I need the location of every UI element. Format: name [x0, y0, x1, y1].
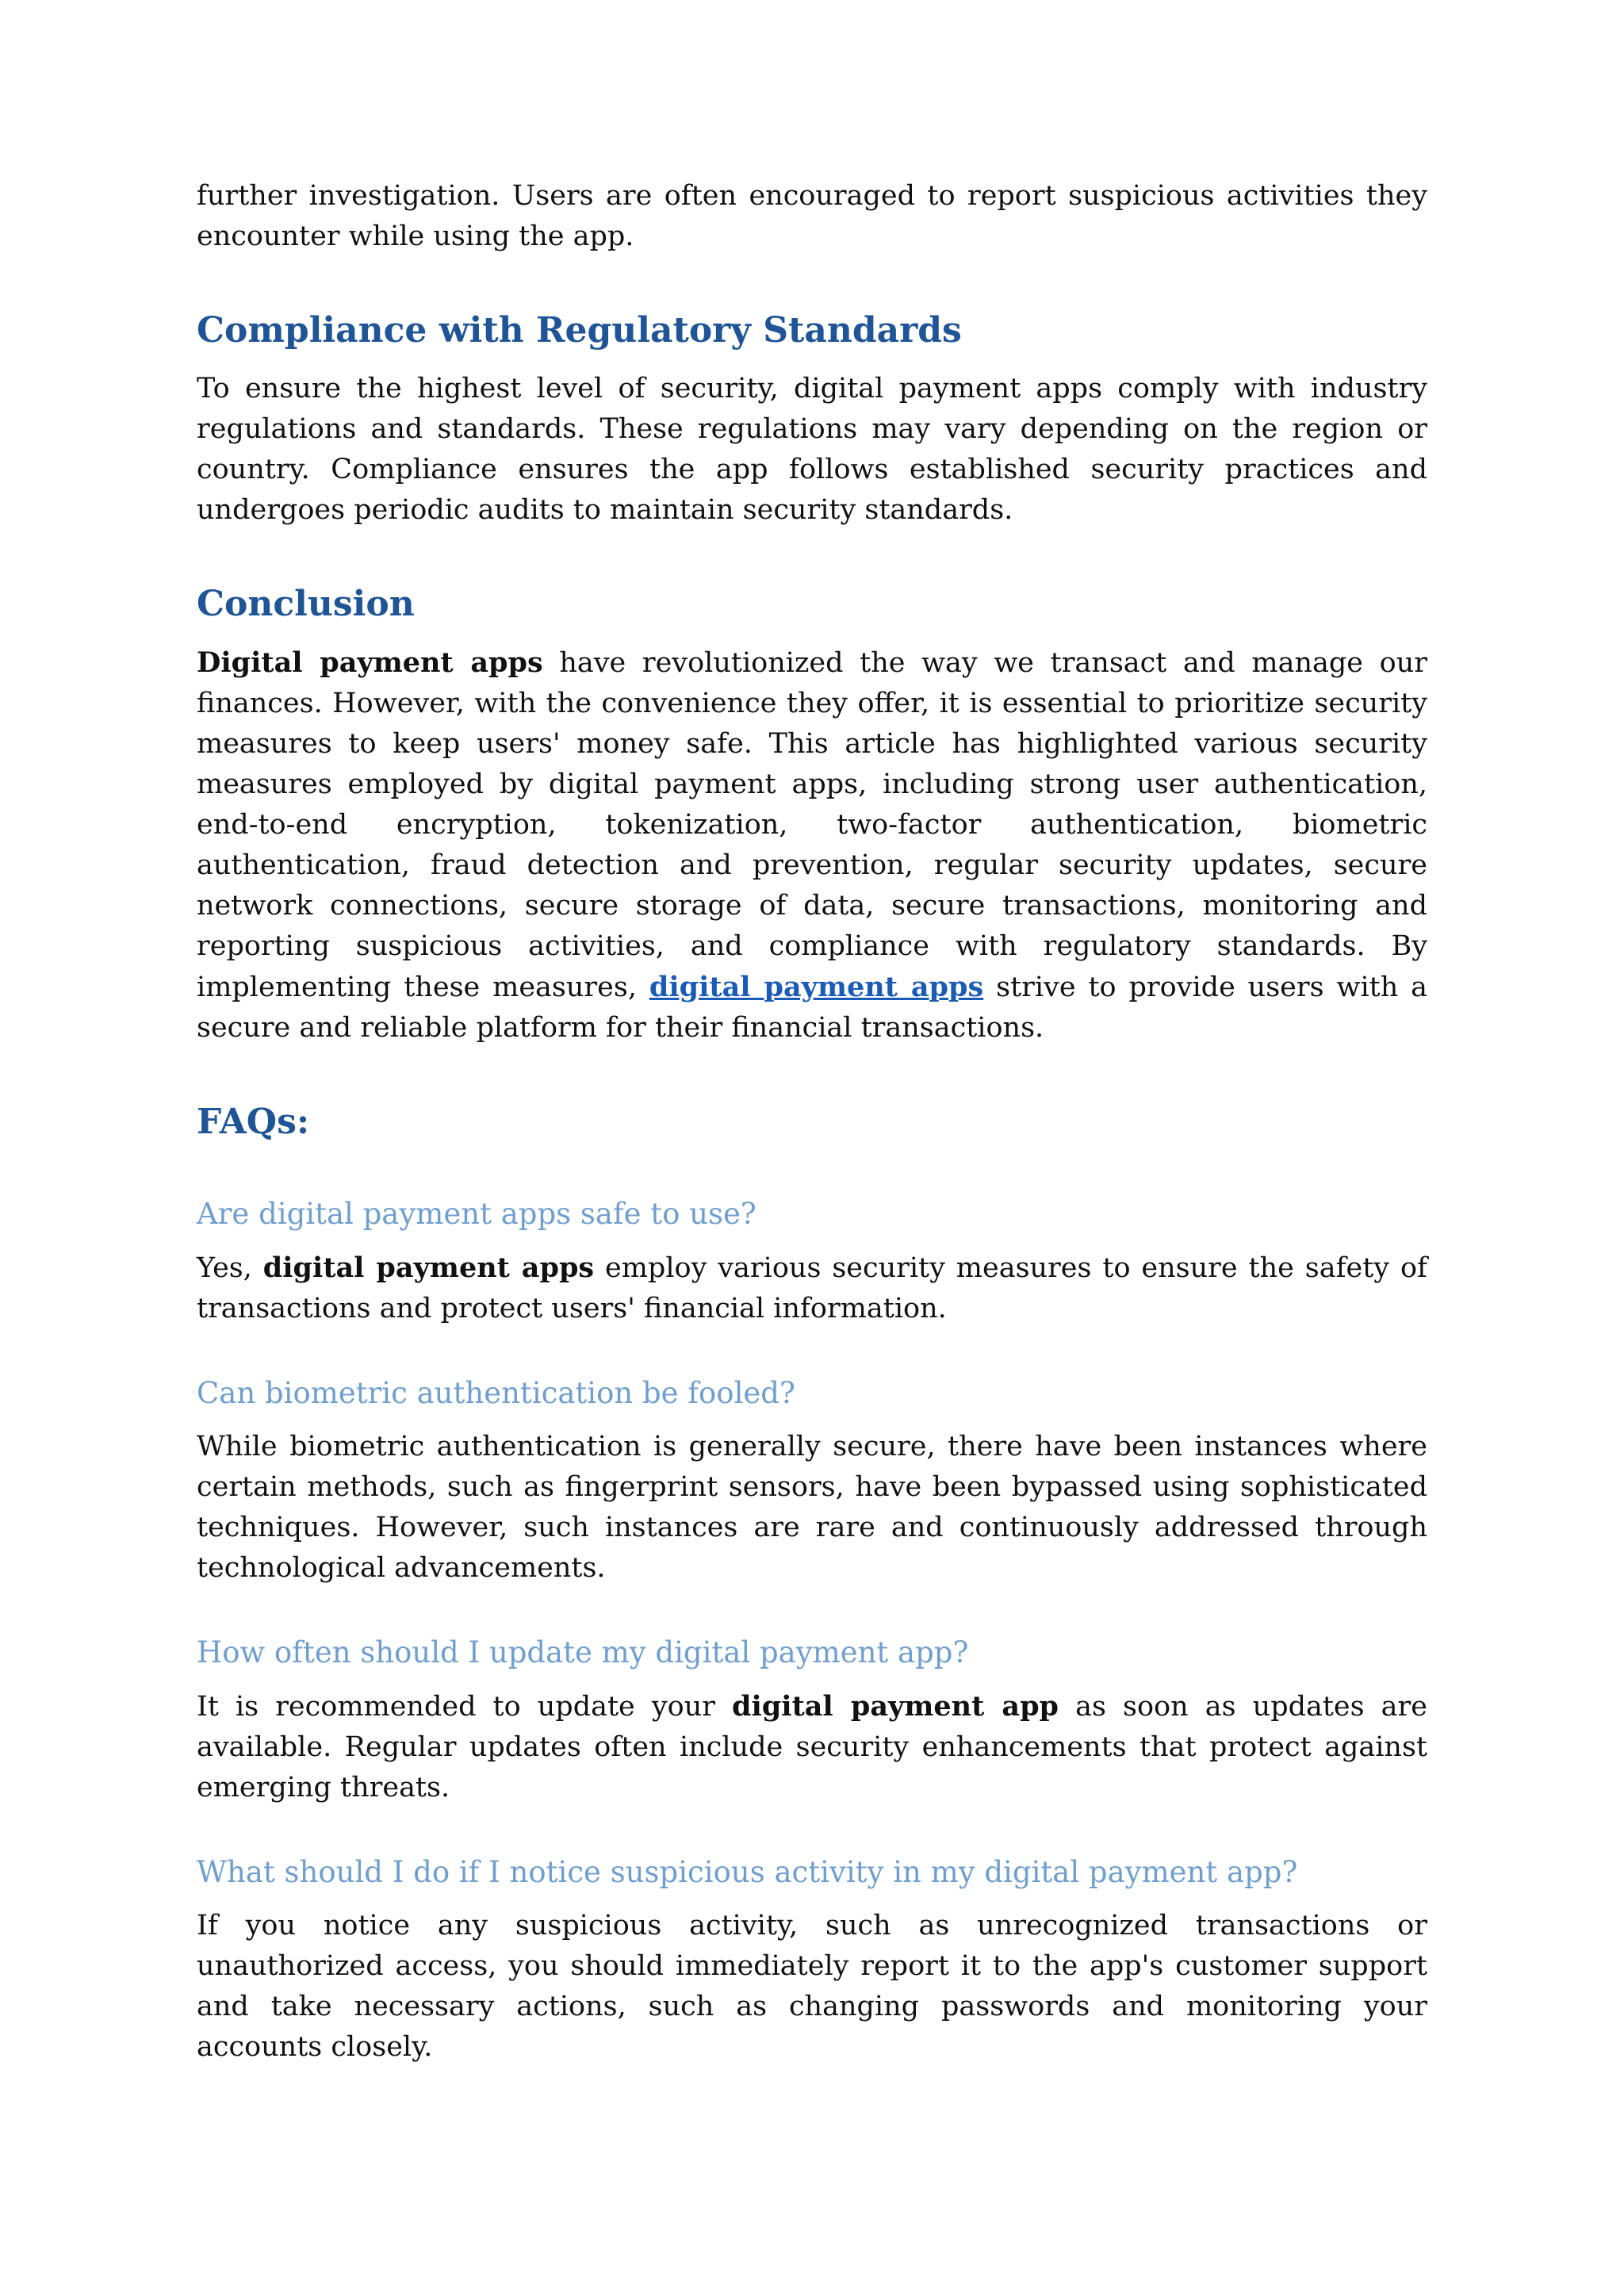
faqs-heading: FAQs: [197, 1102, 310, 1142]
conclusion-text-1: have revolutionized the way we transact and manage our finances. However, with the convenience they offer, it is essential to prioritize security measures to keep users' money safe. This article has highlighted various security measures employed by digital payment apps, including strong user authentication, end-to-end encryption, tokenization, two-factor authentication, biometric authentication, fraud detection and prevention, regular security updates, secure network connections, secure storage of data, secure transactions, monitoring and reporting suspicious activities, and compliance with regulatory standards. By implementing these measures, [197, 647, 1427, 1003]
faq-answer-1-before: Yes, [197, 1252, 263, 1284]
conclusion-bold-lead: Digital payment apps [197, 646, 543, 679]
document-page [197, 176, 1427, 2068]
faq-question-3: How often should I update my digital payment app? [197, 1635, 969, 1669]
conclusion-text-2: strive to provide users with a secure and reliable platform for their financial transactions. [197, 972, 1428, 1044]
conclusion-paragraph [197, 642, 1427, 1048]
faq-answer-3-before: It is recommended to update your [197, 1691, 733, 1723]
intro-paragraph: further investigation. Users are often encouraged to report suspicious activities they encounter while using the app. [197, 180, 1427, 252]
faq-question-2: Can biometric authentication be fooled? [197, 1376, 795, 1410]
faq-answer-2: While biometric authentication is generally secure, there have been instances where certain methods, such as fingerprint sensors, have been bypassed using sophisticated techniques. However, such instances are rare and continuously addressed through technological advancements. [197, 1431, 1427, 1584]
faq-answer-3-after: as soon as updates are available. Regular updates often include security enhancements that protect against emerging threats. [197, 1691, 1427, 1803]
digital-payment-apps-link[interactable]: digital payment apps [649, 971, 984, 1003]
faq-answer-3 [197, 1686, 1427, 1808]
faq-answer-1-after: employ various security measures to ensure the safety of transactions and protect users' financial information. [197, 1252, 1428, 1324]
compliance-heading: Compliance with Regulatory Standards [197, 310, 962, 351]
faq-answer-1 [197, 1248, 1427, 1329]
faq-answer-4: If you notice any suspicious activity, such as unrecognized transactions or unauthorized access, you should immediately report it to the app's customer support and take necessary actions, such as changing passwords and monitoring your accounts closely. [197, 1910, 1427, 2063]
faq-question-4: What should I do if I notice suspicious activity in my digital payment app? [197, 1855, 1298, 1889]
faq-question-1: Are digital payment apps safe to use? [197, 1197, 756, 1231]
compliance-paragraph: To ensure the highest level of security, digital payment apps comply with industry regulations and standards. These regulations may vary depending on the region or country. Compliance ensures the app follows established security practices and undergoes periodic audits to maintain security standards. [197, 373, 1427, 526]
conclusion-heading: Conclusion [197, 584, 415, 624]
faq-answer-3-bold: digital payment app [732, 1690, 1059, 1723]
faq-answer-1-bold: digital payment apps [262, 1251, 595, 1284]
